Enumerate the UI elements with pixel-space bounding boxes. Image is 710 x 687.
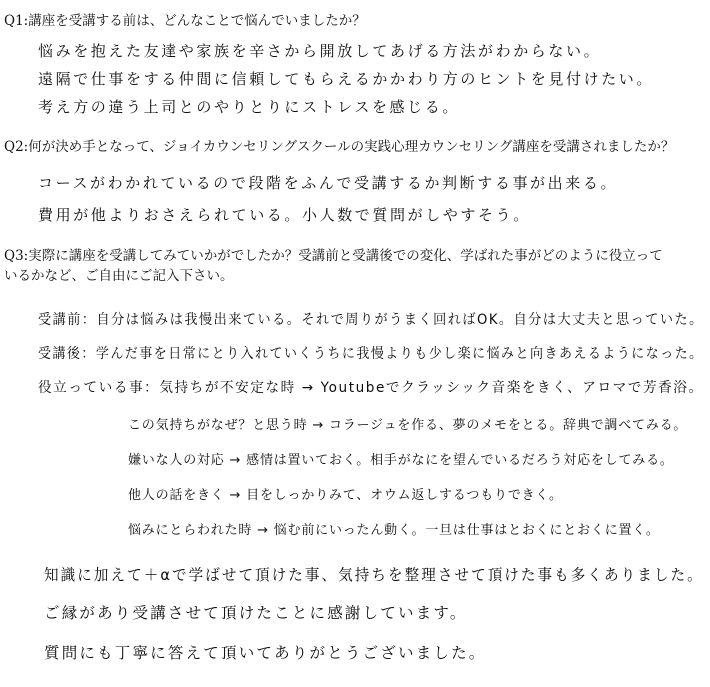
q3-answer-before: 受講前：自分は悩みは我慢出来ている。それで周りがうまく回ればOK。自分は大丈夫と思っていた。 bbox=[38, 312, 704, 328]
q3-answer-useful-5: 悩みにとらわれた時 → 悩む前にいったん動く。一旦は仕事はとおくにとおくに置く。 bbox=[128, 523, 660, 538]
q3-answer-useful: 役立っている事：気持ちが不安定な時 → Youtubeでクラッシック音楽をきく、アロマで芳香浴。 bbox=[38, 380, 704, 396]
q3-answer-after: 受講後：学んだ事を日常にとり入れていくうちに我慢よりも少し楽に悩みと向きあえるようになった。 bbox=[38, 346, 704, 362]
question-3-line-1: Q3:実際に講座を受講してみていかがでしたか？受講前と受講後での変化、学ばれた事がどのように役立って bbox=[4, 248, 663, 264]
q1-answer-3: 考え方の違う上司とのやりとりにストレスを感じる。 bbox=[38, 98, 460, 116]
q3-answer-closing-3: 質問にも丁寧に答えて頂いてありがとうございました。 bbox=[44, 644, 487, 662]
question-3-line-2: いるかなど、ご自由にご記入下さい。 bbox=[4, 268, 234, 284]
q1-answer-2: 遠隔で仕事をする仲間に信頼してもらえるかかわり方のヒントを見付けたい。 bbox=[38, 70, 655, 88]
q3-answer-closing-2: ご縁があり受講させて頂けたことに感謝しています。 bbox=[44, 604, 468, 622]
q2-answer-1: コースがわかれているので段階をふんで受講するか判断する事が出来る。 bbox=[38, 174, 619, 192]
q1-answer-1: 悩みを抱えた友達や家族を辛さから開放してあげる方法がわからない。 bbox=[38, 42, 602, 60]
q3-answer-useful-3: 嫌いな人の対応 → 感情は置いておく。相手がなにを望んでいるだろう対応をしてみる。 bbox=[128, 453, 674, 468]
question-2: Q2:何が決め手となって、ジョイカウンセリングスクールの実践心理カウンセリング講座を受講されましたか？ bbox=[4, 139, 675, 155]
q2-answer-2: 費用が他よりおさえられている。小人数で質問がしやすそう。 bbox=[38, 206, 531, 224]
q3-answer-useful-2: この気持ちがなぜ？と思う時 → コラージュを作る、夢のメモをとる。辞典で調べてみる。 bbox=[128, 418, 688, 433]
q3-answer-useful-4: 他人の話をきく → 目をしっかりみて、オウム返しするつもりできく。 bbox=[128, 488, 563, 503]
q3-answer-closing-1: 知識に加えて＋αで学ばせて頂けた事、気持ちを整理させて頂けた事も多くありました。 bbox=[44, 566, 704, 584]
question-1: Q1:講座を受講する前は、どんなことで悩んでいましたか？ bbox=[4, 13, 366, 29]
